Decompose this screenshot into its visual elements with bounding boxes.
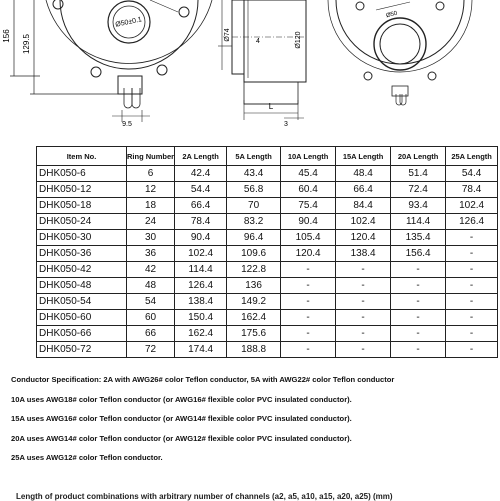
table-row — [37, 230, 498, 246]
cell-25a-length: - — [446, 342, 498, 358]
cell-20a-length: 135.4 — [391, 230, 446, 246]
cell-10a-length: 120.4 — [281, 246, 336, 262]
cell-2a-length: 150.4 — [175, 310, 227, 326]
note-25a: 25A uses AWG12# color Teflon conductor. — [11, 453, 163, 462]
table-row — [37, 262, 498, 278]
cell-5a-length: 162.4 — [227, 310, 281, 326]
conductor-spec-note: Conductor Specification: 2A with AWG26# color Teflon conductor, 5A with AWG22# color Teflon conductor — [11, 375, 395, 384]
cell-ring-number: 66 — [127, 326, 175, 342]
cell-10a-length: 45.4 — [281, 166, 336, 182]
cell-10a-length: 60.4 — [281, 182, 336, 198]
cell-5a-length: 188.8 — [227, 342, 281, 358]
cell-ring-number: 12 — [127, 182, 175, 198]
cell-15a-length: 120.4 — [336, 230, 391, 246]
col-header-20a-length: 20A Length — [391, 147, 446, 166]
cell-5a-length: 96.4 — [227, 230, 281, 246]
table-row — [37, 246, 498, 262]
cell-10a-length: - — [281, 342, 336, 358]
cell-20a-length: - — [391, 294, 446, 310]
cell-15a-length: 102.4 — [336, 214, 391, 230]
cell-10a-length: 75.4 — [281, 198, 336, 214]
table-row — [37, 342, 498, 358]
cell-20a-length: - — [391, 342, 446, 358]
cell-item-no: DHK050-12 — [37, 182, 127, 198]
cell-item-no: DHK050-6 — [37, 166, 127, 182]
cell-15a-length: - — [336, 262, 391, 278]
front-view — [10, 0, 212, 122]
cell-20a-length: 114.4 — [391, 214, 446, 230]
cell-25a-length: - — [446, 262, 498, 278]
cell-2a-length: 54.4 — [175, 182, 227, 198]
table-header-row — [37, 147, 498, 166]
cell-15a-length: - — [336, 326, 391, 342]
rear-view — [328, 0, 472, 105]
length-combination-note: Length of product combinations with arbitrary number of channels (a2, a5, a10, a15, a20, a25) (mm) — [16, 492, 393, 501]
cell-20a-length: - — [391, 326, 446, 342]
cell-5a-length: 109.6 — [227, 246, 281, 262]
cell-5a-length: 149.2 — [227, 294, 281, 310]
cell-item-no: DHK050-24 — [37, 214, 127, 230]
cell-25a-length: 102.4 — [446, 198, 498, 214]
cell-ring-number: 18 — [127, 198, 175, 214]
cell-15a-length: 66.4 — [336, 182, 391, 198]
cell-15a-length: 48.4 — [336, 166, 391, 182]
cell-ring-number: 48 — [127, 278, 175, 294]
cell-5a-length: 175.6 — [227, 326, 281, 342]
col-header-item-no: Item No. — [37, 147, 127, 166]
cell-2a-length: 66.4 — [175, 198, 227, 214]
conductor-notes — [11, 374, 491, 472]
col-header-15a-length: 15A Length — [336, 147, 391, 166]
cell-item-no: DHK050-18 — [37, 198, 127, 214]
cell-2a-length: 162.4 — [175, 326, 227, 342]
table-row — [37, 182, 498, 198]
cell-item-no: DHK050-72 — [37, 342, 127, 358]
cell-5a-length: 70 — [227, 198, 281, 214]
cell-5a-length: 56.8 — [227, 182, 281, 198]
cell-item-no: DHK050-66 — [37, 326, 127, 342]
note-15a: 15A uses AWG16# color Teflon conductor (or AWG14# flexible color PVC insulated conductor). — [11, 414, 352, 423]
cell-ring-number: 36 — [127, 246, 175, 262]
cell-10a-length: - — [281, 326, 336, 342]
cell-2a-length: 174.4 — [175, 342, 227, 358]
cell-25a-length: - — [446, 294, 498, 310]
col-header-2a-length: 2A Length — [175, 147, 227, 166]
table-row — [37, 198, 498, 214]
cell-25a-length: 126.4 — [446, 214, 498, 230]
cell-ring-number: 24 — [127, 214, 175, 230]
dim-small: 4 — [256, 38, 260, 45]
dim-outer: Ø120 — [295, 31, 302, 49]
note-20a: 20A uses AWG14# color Teflon conductor (or AWG12# flexible color PVC insulated conductor). — [11, 433, 352, 443]
cell-15a-length: - — [336, 294, 391, 310]
cell-25a-length: 78.4 — [446, 182, 498, 198]
col-header-10a-length: 10A Length — [281, 147, 336, 166]
dim-hub: Ø74 — [224, 28, 231, 42]
cell-20a-length: 156.4 — [391, 246, 446, 262]
side-view — [218, 0, 306, 120]
cell-15a-length: 84.4 — [336, 198, 391, 214]
cell-5a-length: 136 — [227, 278, 281, 294]
table-row — [37, 278, 498, 294]
cell-ring-number: 42 — [127, 262, 175, 278]
table-row — [37, 166, 498, 182]
cell-2a-length: 102.4 — [175, 246, 227, 262]
cell-25a-length: - — [446, 230, 498, 246]
terminal-dim: 9.5 — [122, 121, 132, 128]
col-header-ring-number: Ring Number — [127, 147, 175, 166]
cell-25a-length: - — [446, 246, 498, 262]
technical-drawing — [0, 0, 500, 140]
cell-25a-length: 54.4 — [446, 166, 498, 182]
table-row — [37, 310, 498, 326]
cell-item-no: DHK050-48 — [37, 278, 127, 294]
cell-5a-length: 43.4 — [227, 166, 281, 182]
cell-20a-length: 72.4 — [391, 182, 446, 198]
bore-label-front: Ø50±0.1 — [114, 16, 143, 29]
cell-2a-length: 78.4 — [175, 214, 227, 230]
cell-15a-length: - — [336, 310, 391, 326]
cell-2a-length: 138.4 — [175, 294, 227, 310]
gap-dim: 3 — [284, 121, 288, 128]
cell-10a-length: - — [281, 294, 336, 310]
cell-10a-length: 90.4 — [281, 214, 336, 230]
table-row — [37, 214, 498, 230]
cell-10a-length: - — [281, 262, 336, 278]
col-header-5a-length: 5A Length — [227, 147, 281, 166]
cell-10a-length: - — [281, 278, 336, 294]
cell-2a-length: 126.4 — [175, 278, 227, 294]
cell-20a-length: 93.4 — [391, 198, 446, 214]
cell-15a-length: - — [336, 342, 391, 358]
cell-2a-length: 114.4 — [175, 262, 227, 278]
cell-5a-length: 122.8 — [227, 262, 281, 278]
cell-item-no: DHK050-36 — [37, 246, 127, 262]
cell-10a-length: 105.4 — [281, 230, 336, 246]
cell-20a-length: - — [391, 278, 446, 294]
cell-ring-number: 60 — [127, 310, 175, 326]
cell-item-no: DHK050-54 — [37, 294, 127, 310]
length-label: L — [268, 102, 274, 111]
cell-25a-length: - — [446, 326, 498, 342]
cell-item-no: DHK050-60 — [37, 310, 127, 326]
cell-20a-length: 51.4 — [391, 166, 446, 182]
cell-ring-number: 30 — [127, 230, 175, 246]
cell-item-no: DHK050-42 — [37, 262, 127, 278]
cell-item-no: DHK050-30 — [37, 230, 127, 246]
cell-20a-length: - — [391, 262, 446, 278]
note-10a: 10A uses AWG18# color Teflon conductor (or AWG16# flexible color PVC insulated conductor). — [11, 394, 352, 404]
cell-25a-length: - — [446, 310, 498, 326]
length-table — [36, 146, 498, 358]
table-row — [37, 294, 498, 310]
bore-label-rear: Ø50 — [385, 10, 398, 20]
table-row — [37, 326, 498, 342]
dim-156: 156 — [2, 29, 11, 43]
cell-15a-length: 138.4 — [336, 246, 391, 262]
cell-2a-length: 90.4 — [175, 230, 227, 246]
cell-ring-number: 72 — [127, 342, 175, 358]
cell-10a-length: - — [281, 310, 336, 326]
col-header-25a-length: 25A Length — [446, 147, 498, 166]
cell-2a-length: 42.4 — [175, 166, 227, 182]
cell-ring-number: 6 — [127, 166, 175, 182]
cell-25a-length: - — [446, 278, 498, 294]
cell-5a-length: 83.2 — [227, 214, 281, 230]
dim-129-5: 129.5 — [22, 33, 31, 55]
cell-ring-number: 54 — [127, 294, 175, 310]
cell-15a-length: - — [336, 278, 391, 294]
cell-20a-length: - — [391, 310, 446, 326]
